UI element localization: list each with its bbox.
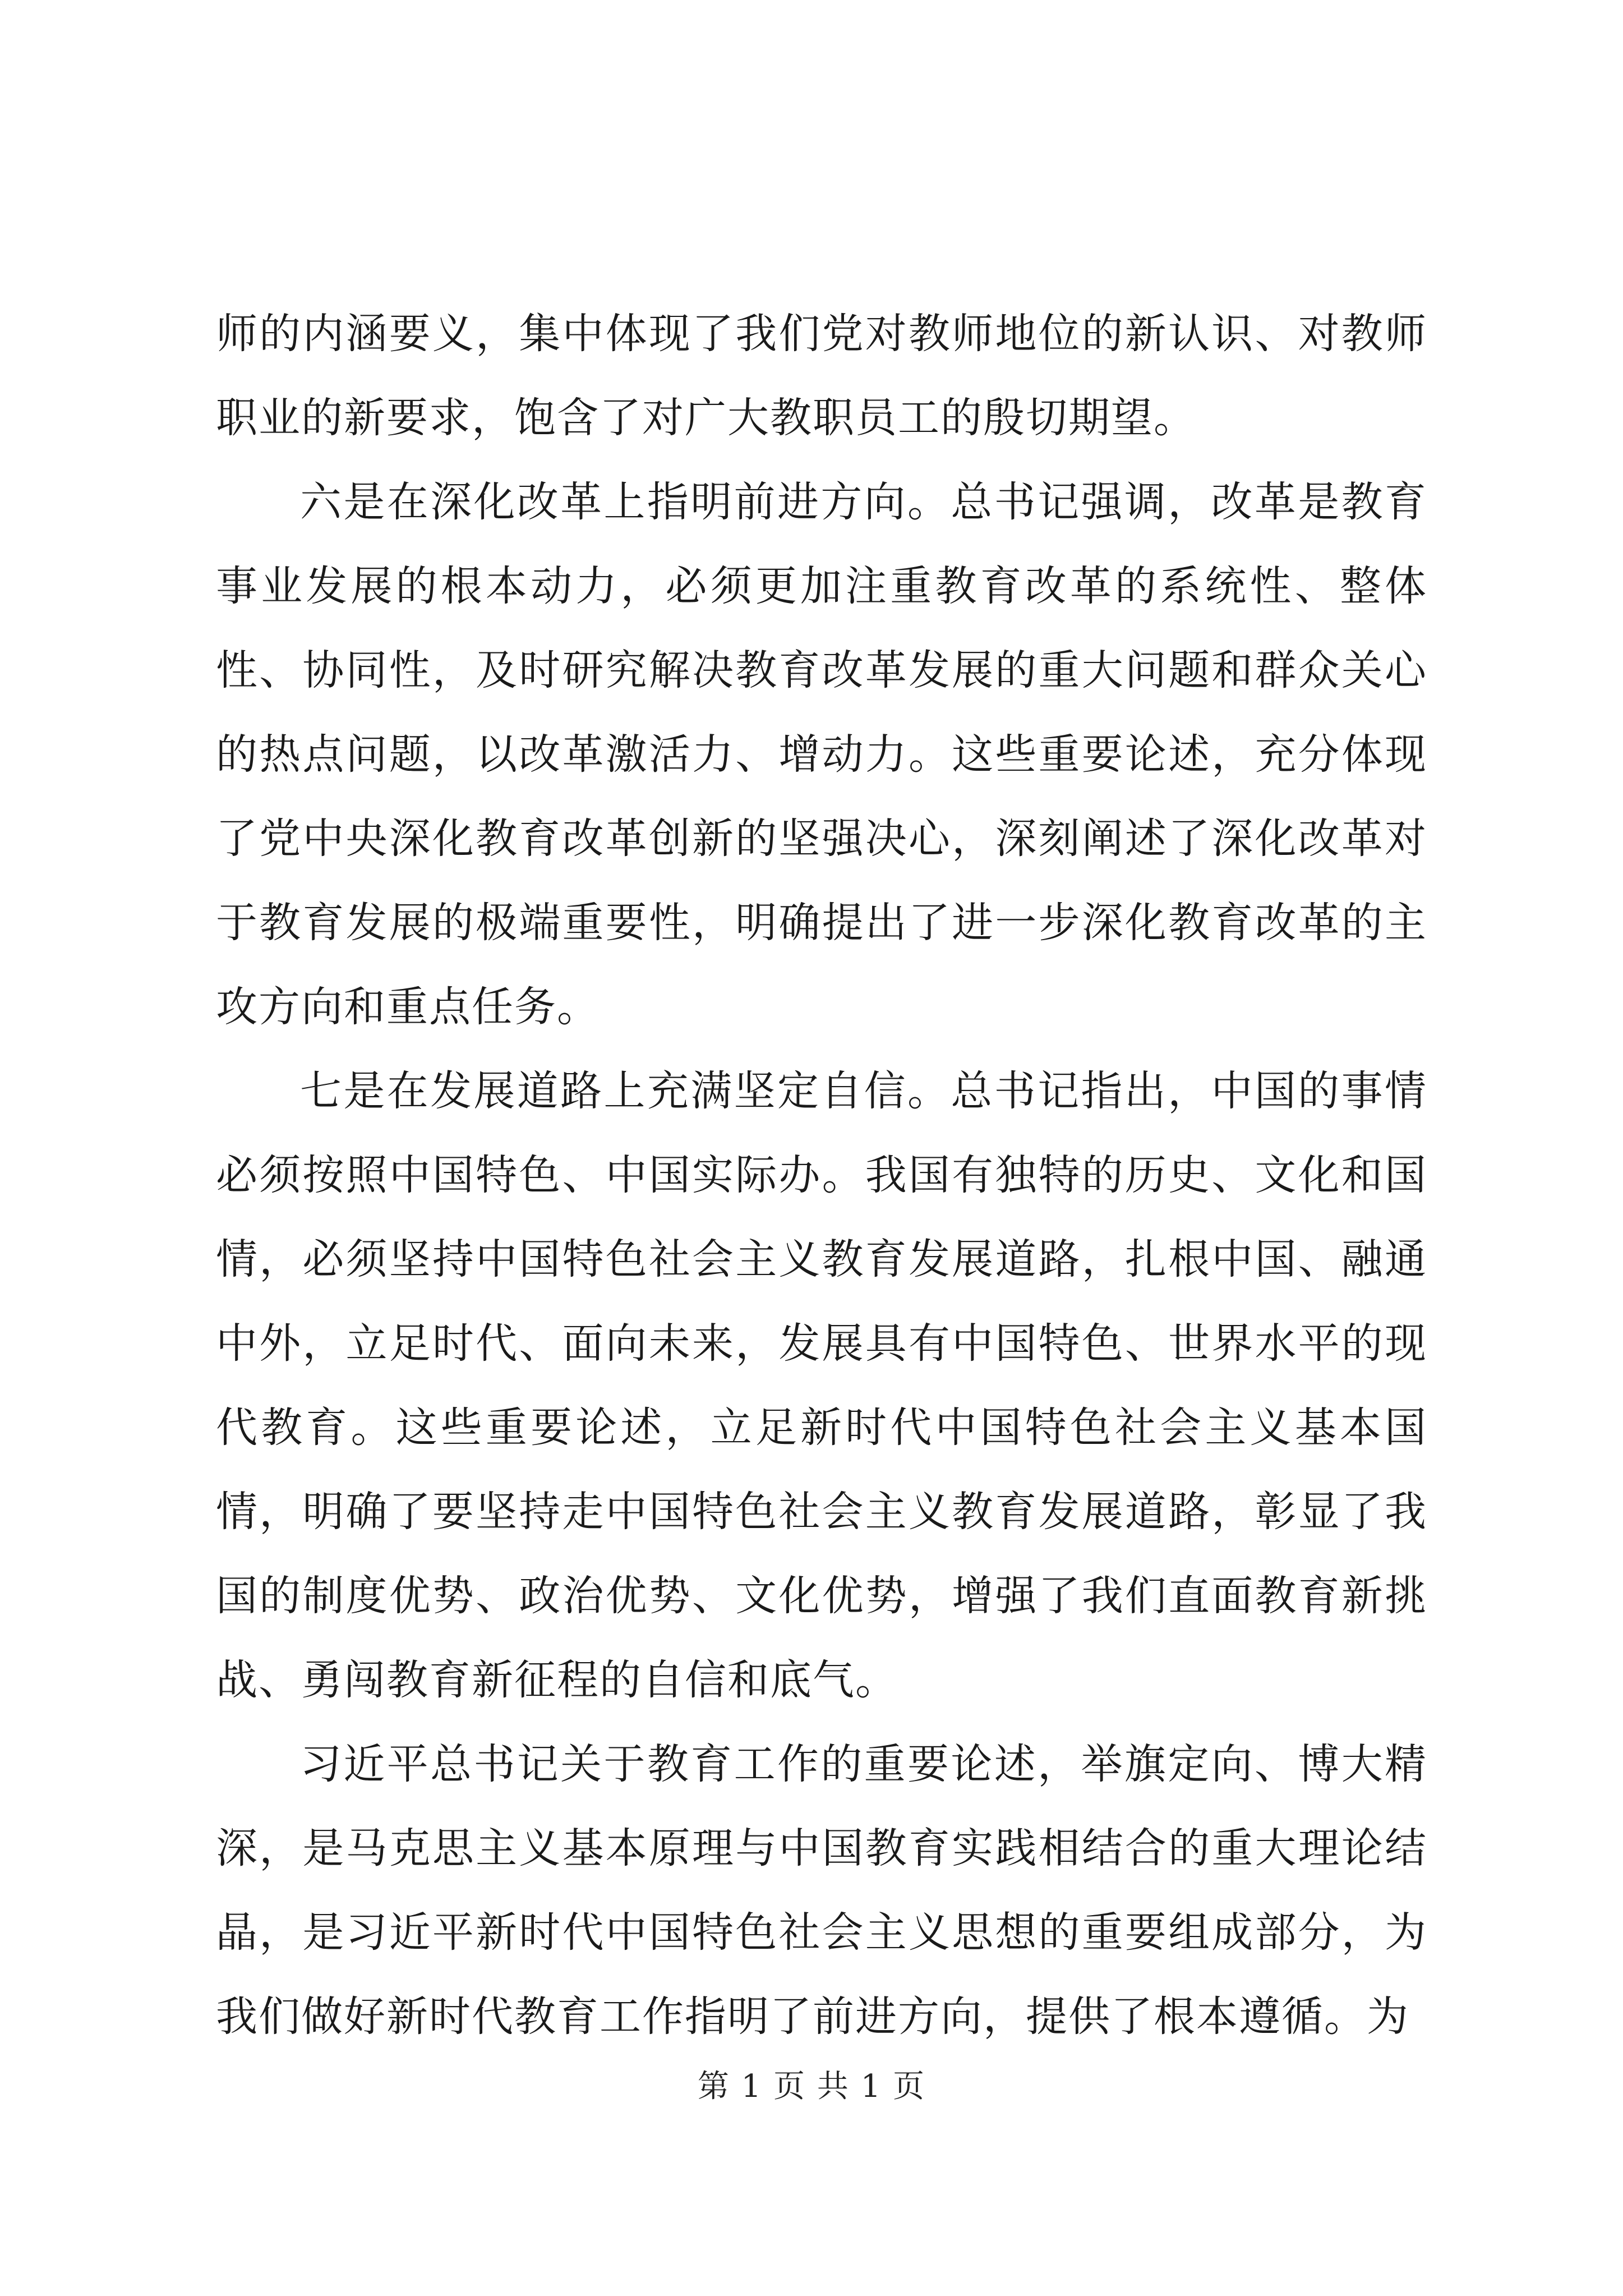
paragraph-summary: 习近平总书记关于教育工作的重要论述，举旗定向、博大精深，是马克思主义基本原理与中国教育实践相结合的重大理论结晶，是习近平新时代中国特色社会主义思想的重要组成部分，为我们做好新时代教育工作指明了前进方向，提供了根本遵循。为: [216, 1740, 1427, 2041]
paragraph-reform: 六是在深化改革上指明前进方向。总书记强调，改革是教育事业发展的根本动力，必须更加注重教育改革的系统性、整体性、协同性，及时研究解决教育改革发展的重大问题和群众关心的热点问题，以改革激活力、增动力。这些重要论述，充分体现了党中央深化教育改革创新的坚强决心，深刻阐述了深化改革对于教育发展的极端重要性，明确提出了进一步深化教育改革的主攻方向和重点任务。: [216, 478, 1427, 1031]
page-footer: 第 1 页 共 1 页: [697, 2068, 926, 2105]
paragraph-development-path: 七是在发展道路上充满坚定自信。总书记指出，中国的事情必须按照中国特色、中国实际办。我国有独特的历史、文化和国情，必须坚持中国特色社会主义教育发展道路，扎根中国、融通中外，立足时代、面向未来，发展具有中国特色、世界水平的现代教育。这些重要论述，立足新时代中国特色社会主义基本国情，明确了要坚持走中国特色社会主义教育发展道路，彰显了我国的制度优势、政治优势、文化优势，增强了我们直面教育新挑战、勇闯教育新征程的自信和底气。: [216, 1067, 1427, 1704]
paragraph-continuation: 师的内涵要义，集中体现了我们党对教师地位的新认识、对教师职业的新要求，饱含了对广大教职员工的殷切期望。: [216, 310, 1427, 442]
document-body: [216, 292, 1427, 2059]
